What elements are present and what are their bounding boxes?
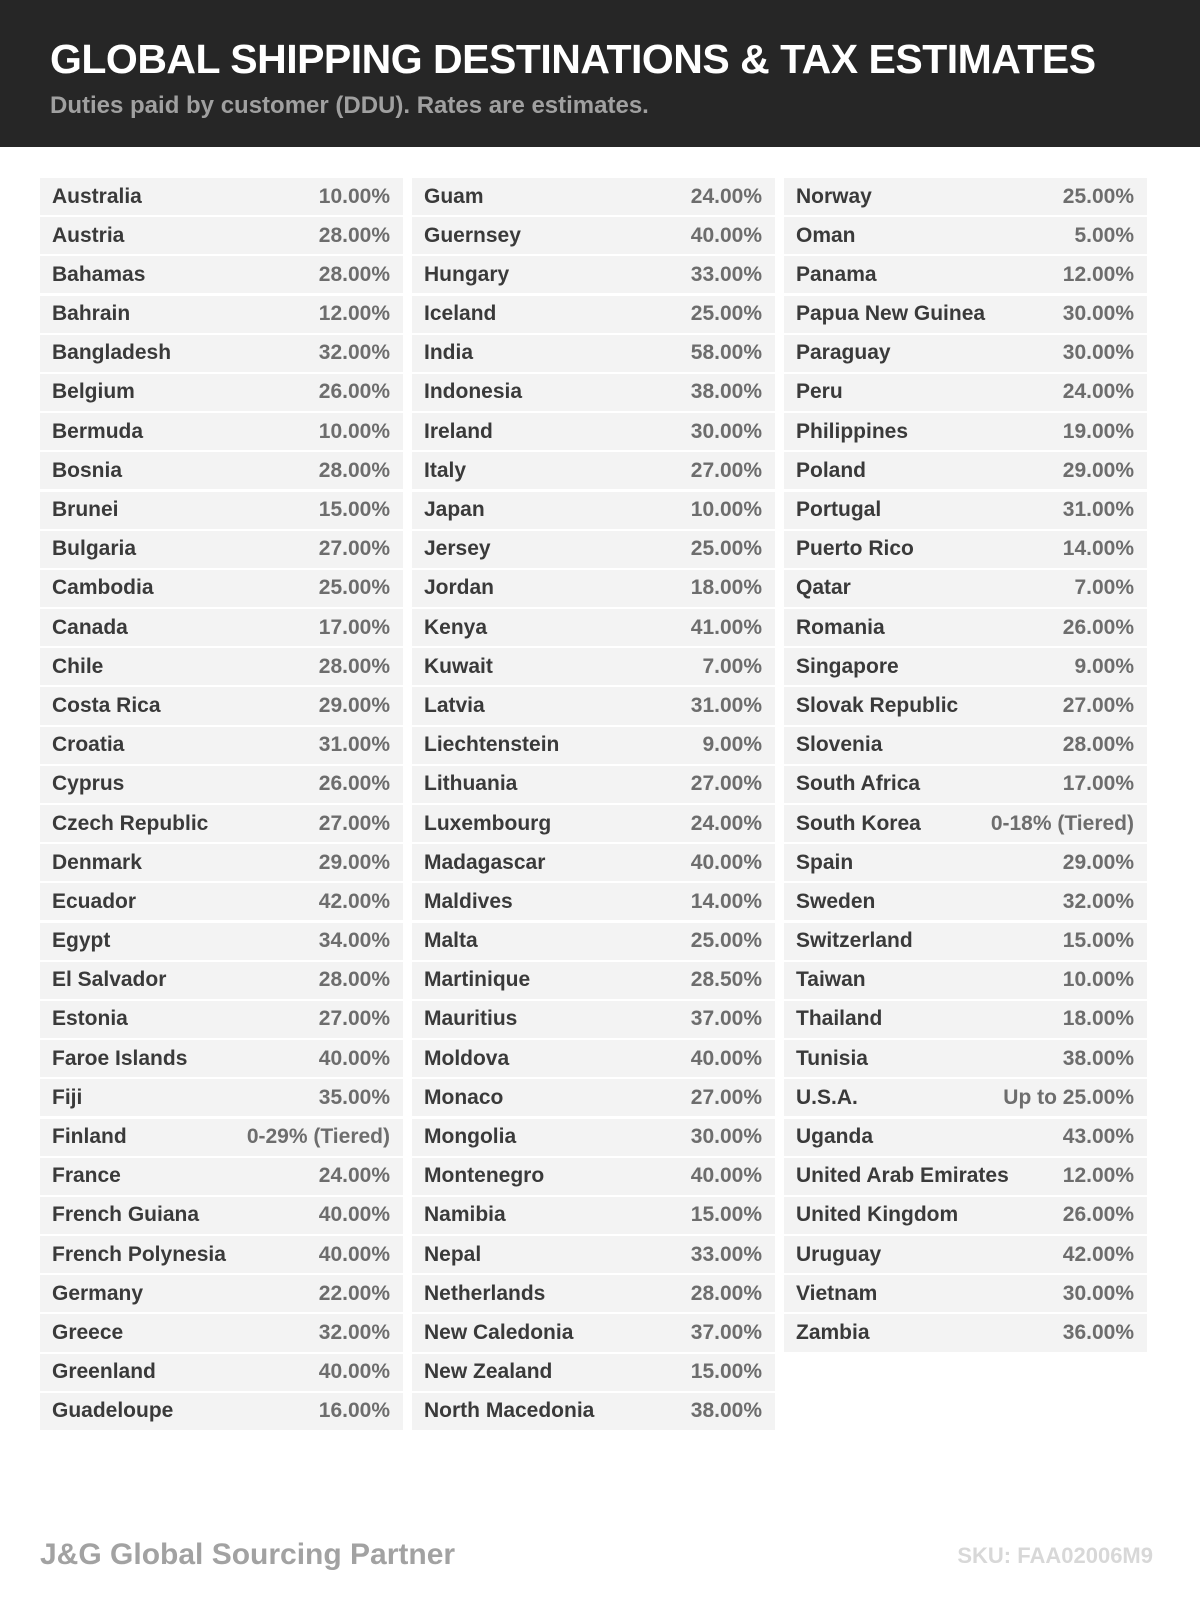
tax-rate: 7.00% <box>1074 576 1134 600</box>
tax-rate: 30.00% <box>1062 341 1134 365</box>
table-row <box>784 923 1147 960</box>
tax-rate: 9.00% <box>702 733 762 757</box>
country-name: Chile <box>52 654 104 678</box>
table-row <box>40 335 403 372</box>
table-row <box>412 805 775 842</box>
table-row <box>40 1001 403 1038</box>
country-name: Thailand <box>796 1007 883 1031</box>
table-row <box>40 1393 403 1430</box>
table-row <box>784 1040 1147 1077</box>
country-name: Papua New Guinea <box>796 302 986 326</box>
country-name: Canada <box>52 615 128 639</box>
tax-rate: 15.00% <box>1062 929 1134 953</box>
country-name: Netherlands <box>424 1281 546 1305</box>
country-name: Spain <box>796 850 854 874</box>
page-subtitle: Duties paid by customer (DDU). Rates are estimates. <box>50 92 649 119</box>
country-name: Bahrain <box>52 302 131 326</box>
country-name: Singapore <box>796 654 899 678</box>
tax-rate: 27.00% <box>690 1085 762 1109</box>
country-name: Poland <box>796 458 867 482</box>
table-row <box>40 648 403 685</box>
table-row <box>40 1079 403 1116</box>
country-name: French Polynesia <box>52 1242 226 1266</box>
table-row <box>412 570 775 607</box>
tax-rate: 29.00% <box>318 850 390 874</box>
country-name: Belgium <box>52 380 135 404</box>
country-name: Estonia <box>52 1007 128 1031</box>
country-name: Brunei <box>52 498 119 522</box>
tax-rate: 58.00% <box>690 341 762 365</box>
country-name: Moldova <box>424 1046 510 1070</box>
rates-column-2 <box>412 178 775 1432</box>
country-name: Oman <box>796 223 856 247</box>
table-row <box>412 1001 775 1038</box>
table-row <box>40 296 403 333</box>
country-name: Paraguay <box>796 341 891 365</box>
country-name: Czech Republic <box>52 811 209 835</box>
country-name: Jordan <box>424 576 495 600</box>
tax-rate: 0-29% (Tiered) <box>246 1125 390 1149</box>
table-row <box>40 492 403 529</box>
country-name: Monaco <box>424 1085 504 1109</box>
table-row <box>40 883 403 920</box>
tax-rate: 33.00% <box>690 262 762 286</box>
table-row <box>412 844 775 881</box>
country-name: Guadeloupe <box>52 1399 174 1423</box>
country-name: Bulgaria <box>52 537 137 561</box>
table-row <box>40 805 403 842</box>
table-row <box>40 570 403 607</box>
tax-rate: 12.00% <box>1062 1164 1134 1188</box>
tax-rate: 26.00% <box>318 380 390 404</box>
tax-rate: 31.00% <box>318 733 390 757</box>
country-name: Bosnia <box>52 458 123 482</box>
brand-name: J&G Global Sourcing Partner <box>40 1538 456 1571</box>
table-row <box>784 609 1147 646</box>
table-row <box>412 296 775 333</box>
tax-rate: 26.00% <box>1062 1203 1134 1227</box>
table-row <box>40 1314 403 1351</box>
country-name: Guam <box>424 184 484 208</box>
tax-rate: 40.00% <box>318 1203 390 1227</box>
table-row <box>784 296 1147 333</box>
table-row <box>784 1001 1147 1038</box>
table-row <box>40 727 403 764</box>
table-row <box>40 1354 403 1391</box>
country-name: Greenland <box>52 1360 156 1384</box>
country-name: United Kingdom <box>796 1203 959 1227</box>
country-name: Martinique <box>424 968 531 992</box>
country-name: Liechtenstein <box>424 733 560 757</box>
table-row <box>784 844 1147 881</box>
tax-rate: 30.00% <box>1062 302 1134 326</box>
tax-rate: 40.00% <box>318 1360 390 1384</box>
country-name: Hungary <box>424 262 510 286</box>
tax-rate: 19.00% <box>1062 419 1134 443</box>
country-name: New Caledonia <box>424 1320 574 1344</box>
tax-rate: 40.00% <box>690 850 762 874</box>
table-row <box>784 648 1147 685</box>
country-name: Austria <box>52 223 125 247</box>
country-name: Jersey <box>424 537 491 561</box>
table-row <box>412 335 775 372</box>
table-row <box>784 335 1147 372</box>
tax-rate: 41.00% <box>690 615 762 639</box>
table-row <box>40 766 403 803</box>
country-name: Egypt <box>52 929 111 953</box>
tax-rate: 27.00% <box>690 772 762 796</box>
table-row <box>40 844 403 881</box>
tax-rate: 0-18% (Tiered) <box>990 811 1134 835</box>
country-name: Mauritius <box>424 1007 518 1031</box>
country-name: South Korea <box>796 811 921 835</box>
tax-rate: 15.00% <box>690 1360 762 1384</box>
tax-rate: 42.00% <box>318 889 390 913</box>
tax-rate: 15.00% <box>318 498 390 522</box>
country-name: Malta <box>424 929 478 953</box>
table-row <box>784 1236 1147 1273</box>
table-row <box>412 766 775 803</box>
rates-column-3 <box>784 178 1147 1354</box>
tax-rate: 12.00% <box>1062 262 1134 286</box>
table-row <box>784 687 1147 724</box>
table-row <box>412 1197 775 1234</box>
table-row <box>784 452 1147 489</box>
table-row <box>784 492 1147 529</box>
tax-rate: 10.00% <box>690 498 762 522</box>
tax-rate: 25.00% <box>690 537 762 561</box>
table-row <box>40 178 403 215</box>
country-name: Croatia <box>52 733 125 757</box>
tax-rate: 27.00% <box>318 537 390 561</box>
tax-rate: 28.00% <box>690 1281 762 1305</box>
tax-rate: 28.00% <box>318 458 390 482</box>
country-name: Portugal <box>796 498 882 522</box>
table-row <box>412 609 775 646</box>
tax-rate: 28.00% <box>318 654 390 678</box>
tax-rate: 28.50% <box>690 968 762 992</box>
country-name: Kuwait <box>424 654 493 678</box>
table-row <box>784 766 1147 803</box>
table-row <box>412 687 775 724</box>
country-name: Italy <box>424 458 467 482</box>
country-name: Japan <box>424 498 485 522</box>
table-row <box>412 1393 775 1430</box>
tax-rate: 25.00% <box>690 302 762 326</box>
tax-rate: 33.00% <box>690 1242 762 1266</box>
country-name: South Africa <box>796 772 921 796</box>
table-row <box>40 687 403 724</box>
table-row <box>412 727 775 764</box>
country-name: Cambodia <box>52 576 154 600</box>
tax-rate: 34.00% <box>318 929 390 953</box>
tax-rate: 27.00% <box>1062 693 1134 717</box>
country-name: Indonesia <box>424 380 523 404</box>
country-name: New Zealand <box>424 1360 553 1384</box>
tax-rate: 14.00% <box>690 889 762 913</box>
table-row <box>412 1236 775 1273</box>
table-row <box>40 1119 403 1156</box>
tax-rate: 37.00% <box>690 1007 762 1031</box>
tax-rate: 28.00% <box>318 223 390 247</box>
tax-rate: 24.00% <box>318 1164 390 1188</box>
tax-rate: 29.00% <box>318 693 390 717</box>
country-name: U.S.A. <box>796 1085 858 1109</box>
table-row <box>40 256 403 293</box>
country-name: Luxembourg <box>424 811 552 835</box>
tax-rate: 16.00% <box>318 1399 390 1423</box>
table-row <box>784 883 1147 920</box>
table-row <box>40 413 403 450</box>
table-row <box>412 256 775 293</box>
country-name: Fiji <box>52 1085 83 1109</box>
table-row <box>40 923 403 960</box>
table-row <box>412 374 775 411</box>
country-name: Iceland <box>424 302 497 326</box>
table-row <box>784 1119 1147 1156</box>
table-row <box>412 648 775 685</box>
country-name: Australia <box>52 184 142 208</box>
country-name: Slovak Republic <box>796 693 959 717</box>
country-name: United Arab Emirates <box>796 1164 1009 1188</box>
table-row <box>40 374 403 411</box>
table-row <box>40 1197 403 1234</box>
table-row <box>412 1275 775 1312</box>
tax-rate: 43.00% <box>1062 1125 1134 1149</box>
country-name: Montenegro <box>424 1164 545 1188</box>
tax-rate: 40.00% <box>318 1242 390 1266</box>
country-name: Puerto Rico <box>796 537 914 561</box>
tax-rate: 30.00% <box>1062 1281 1134 1305</box>
country-name: Faroe Islands <box>52 1046 188 1070</box>
tax-rate: 32.00% <box>318 341 390 365</box>
country-name: Denmark <box>52 850 142 874</box>
tax-rate: 12.00% <box>318 302 390 326</box>
tax-rate: 27.00% <box>690 458 762 482</box>
table-row <box>40 531 403 568</box>
table-row <box>412 413 775 450</box>
country-name: Costa Rica <box>52 693 161 717</box>
country-name: Norway <box>796 184 872 208</box>
tax-rate: 17.00% <box>318 615 390 639</box>
tax-rate: 24.00% <box>690 184 762 208</box>
table-row <box>412 1354 775 1391</box>
table-row <box>784 1275 1147 1312</box>
tax-rate: 32.00% <box>318 1320 390 1344</box>
tax-rate: 28.00% <box>1062 733 1134 757</box>
country-name: Philippines <box>796 419 909 443</box>
country-name: Cyprus <box>52 772 125 796</box>
country-name: Greece <box>52 1320 124 1344</box>
tax-rate: 38.00% <box>690 1399 762 1423</box>
country-name: Namibia <box>424 1203 506 1227</box>
tax-rate: 10.00% <box>318 184 390 208</box>
country-name: Lithuania <box>424 772 518 796</box>
country-name: Uganda <box>796 1125 874 1149</box>
tax-rate: 42.00% <box>1062 1242 1134 1266</box>
country-name: France <box>52 1164 121 1188</box>
country-name: El Salvador <box>52 968 167 992</box>
table-row <box>412 962 775 999</box>
country-name: Bahamas <box>52 262 146 286</box>
tax-rate: 27.00% <box>318 1007 390 1031</box>
tax-rate: 22.00% <box>318 1281 390 1305</box>
table-row <box>784 374 1147 411</box>
tax-rate: 25.00% <box>690 929 762 953</box>
page-title: GLOBAL SHIPPING DESTINATIONS & TAX ESTIMATES <box>50 36 1096 82</box>
country-name: Ecuador <box>52 889 137 913</box>
country-name: Bermuda <box>52 419 144 443</box>
table-row <box>412 217 775 254</box>
table-row <box>784 727 1147 764</box>
tax-rate: 38.00% <box>690 380 762 404</box>
tax-rate: 40.00% <box>318 1046 390 1070</box>
table-row <box>40 1158 403 1195</box>
header <box>0 0 1200 147</box>
country-name: French Guiana <box>52 1203 200 1227</box>
country-name: Finland <box>52 1125 127 1149</box>
table-row <box>412 531 775 568</box>
tax-rate: 31.00% <box>690 693 762 717</box>
country-name: Sweden <box>796 889 876 913</box>
tax-rate: 26.00% <box>1062 615 1134 639</box>
country-name: Taiwan <box>796 968 866 992</box>
country-name: Romania <box>796 615 885 639</box>
tax-rate: 25.00% <box>318 576 390 600</box>
tax-rate: 24.00% <box>1062 380 1134 404</box>
tax-rate: 9.00% <box>1074 654 1134 678</box>
tax-rate: 28.00% <box>318 262 390 286</box>
country-name: Kenya <box>424 615 488 639</box>
tax-rate: 5.00% <box>1074 223 1134 247</box>
country-name: Slovenia <box>796 733 883 757</box>
tax-rate: 38.00% <box>1062 1046 1134 1070</box>
country-name: India <box>424 341 474 365</box>
tax-rate: 32.00% <box>1062 889 1134 913</box>
country-name: Nepal <box>424 1242 482 1266</box>
rates-table <box>40 178 1147 1432</box>
tax-rate: 36.00% <box>1062 1320 1134 1344</box>
country-name: North Macedonia <box>424 1399 595 1423</box>
tax-rate: 14.00% <box>1062 537 1134 561</box>
table-row <box>784 256 1147 293</box>
tax-rate: 30.00% <box>690 1125 762 1149</box>
tax-rate: 17.00% <box>1062 772 1134 796</box>
table-row <box>784 1197 1147 1234</box>
table-row <box>784 1158 1147 1195</box>
country-name: Latvia <box>424 693 485 717</box>
country-name: Madagascar <box>424 850 546 874</box>
tax-rate: 24.00% <box>690 811 762 835</box>
table-row <box>40 609 403 646</box>
country-name: Mongolia <box>424 1125 517 1149</box>
table-row <box>784 413 1147 450</box>
table-row <box>412 452 775 489</box>
tax-rate: 25.00% <box>1062 184 1134 208</box>
rates-column-1 <box>40 178 403 1432</box>
tax-rate: Up to 25.00% <box>1003 1085 1134 1109</box>
tax-rate: 40.00% <box>690 1046 762 1070</box>
country-name: Panama <box>796 262 877 286</box>
table-row <box>784 178 1147 215</box>
table-row <box>412 492 775 529</box>
country-name: Uruguay <box>796 1242 882 1266</box>
country-name: Switzerland <box>796 929 913 953</box>
tax-rate: 30.00% <box>690 419 762 443</box>
table-row <box>40 1236 403 1273</box>
tax-rate: 28.00% <box>318 968 390 992</box>
country-name: Maldives <box>424 889 513 913</box>
table-row <box>784 217 1147 254</box>
table-row <box>40 962 403 999</box>
table-row <box>40 217 403 254</box>
table-row <box>412 923 775 960</box>
tax-rate: 40.00% <box>690 1164 762 1188</box>
tax-rate: 18.00% <box>690 576 762 600</box>
table-row <box>412 883 775 920</box>
tax-rate: 15.00% <box>690 1203 762 1227</box>
table-row <box>412 1079 775 1116</box>
tax-rate: 31.00% <box>1062 498 1134 522</box>
table-row <box>412 1040 775 1077</box>
country-name: Zambia <box>796 1320 870 1344</box>
country-name: Guernsey <box>424 223 521 247</box>
country-name: Peru <box>796 380 843 404</box>
table-row <box>784 1079 1147 1116</box>
tax-rate: 29.00% <box>1062 458 1134 482</box>
table-row <box>784 570 1147 607</box>
country-name: Vietnam <box>796 1281 878 1305</box>
country-name: Tunisia <box>796 1046 868 1070</box>
table-row <box>40 452 403 489</box>
table-row <box>784 962 1147 999</box>
country-name: Qatar <box>796 576 851 600</box>
tax-rate: 37.00% <box>690 1320 762 1344</box>
tax-rate: 10.00% <box>1062 968 1134 992</box>
country-name: Bangladesh <box>52 341 172 365</box>
tax-rate: 29.00% <box>1062 850 1134 874</box>
tax-rate: 7.00% <box>702 654 762 678</box>
table-row <box>412 1158 775 1195</box>
table-row <box>784 1314 1147 1351</box>
table-row <box>40 1040 403 1077</box>
tax-rate: 18.00% <box>1062 1007 1134 1031</box>
tax-rate: 26.00% <box>318 772 390 796</box>
country-name: Ireland <box>424 419 493 443</box>
tax-rate: 10.00% <box>318 419 390 443</box>
table-row <box>412 178 775 215</box>
table-row <box>40 1275 403 1312</box>
table-row <box>784 805 1147 842</box>
country-name: Germany <box>52 1281 144 1305</box>
sku-label: SKU: FAA02006M9 <box>957 1543 1153 1568</box>
table-row <box>412 1119 775 1156</box>
tax-rate: 27.00% <box>318 811 390 835</box>
table-row <box>412 1314 775 1351</box>
tax-rate: 40.00% <box>690 223 762 247</box>
tax-rate: 35.00% <box>318 1085 390 1109</box>
table-row <box>784 531 1147 568</box>
